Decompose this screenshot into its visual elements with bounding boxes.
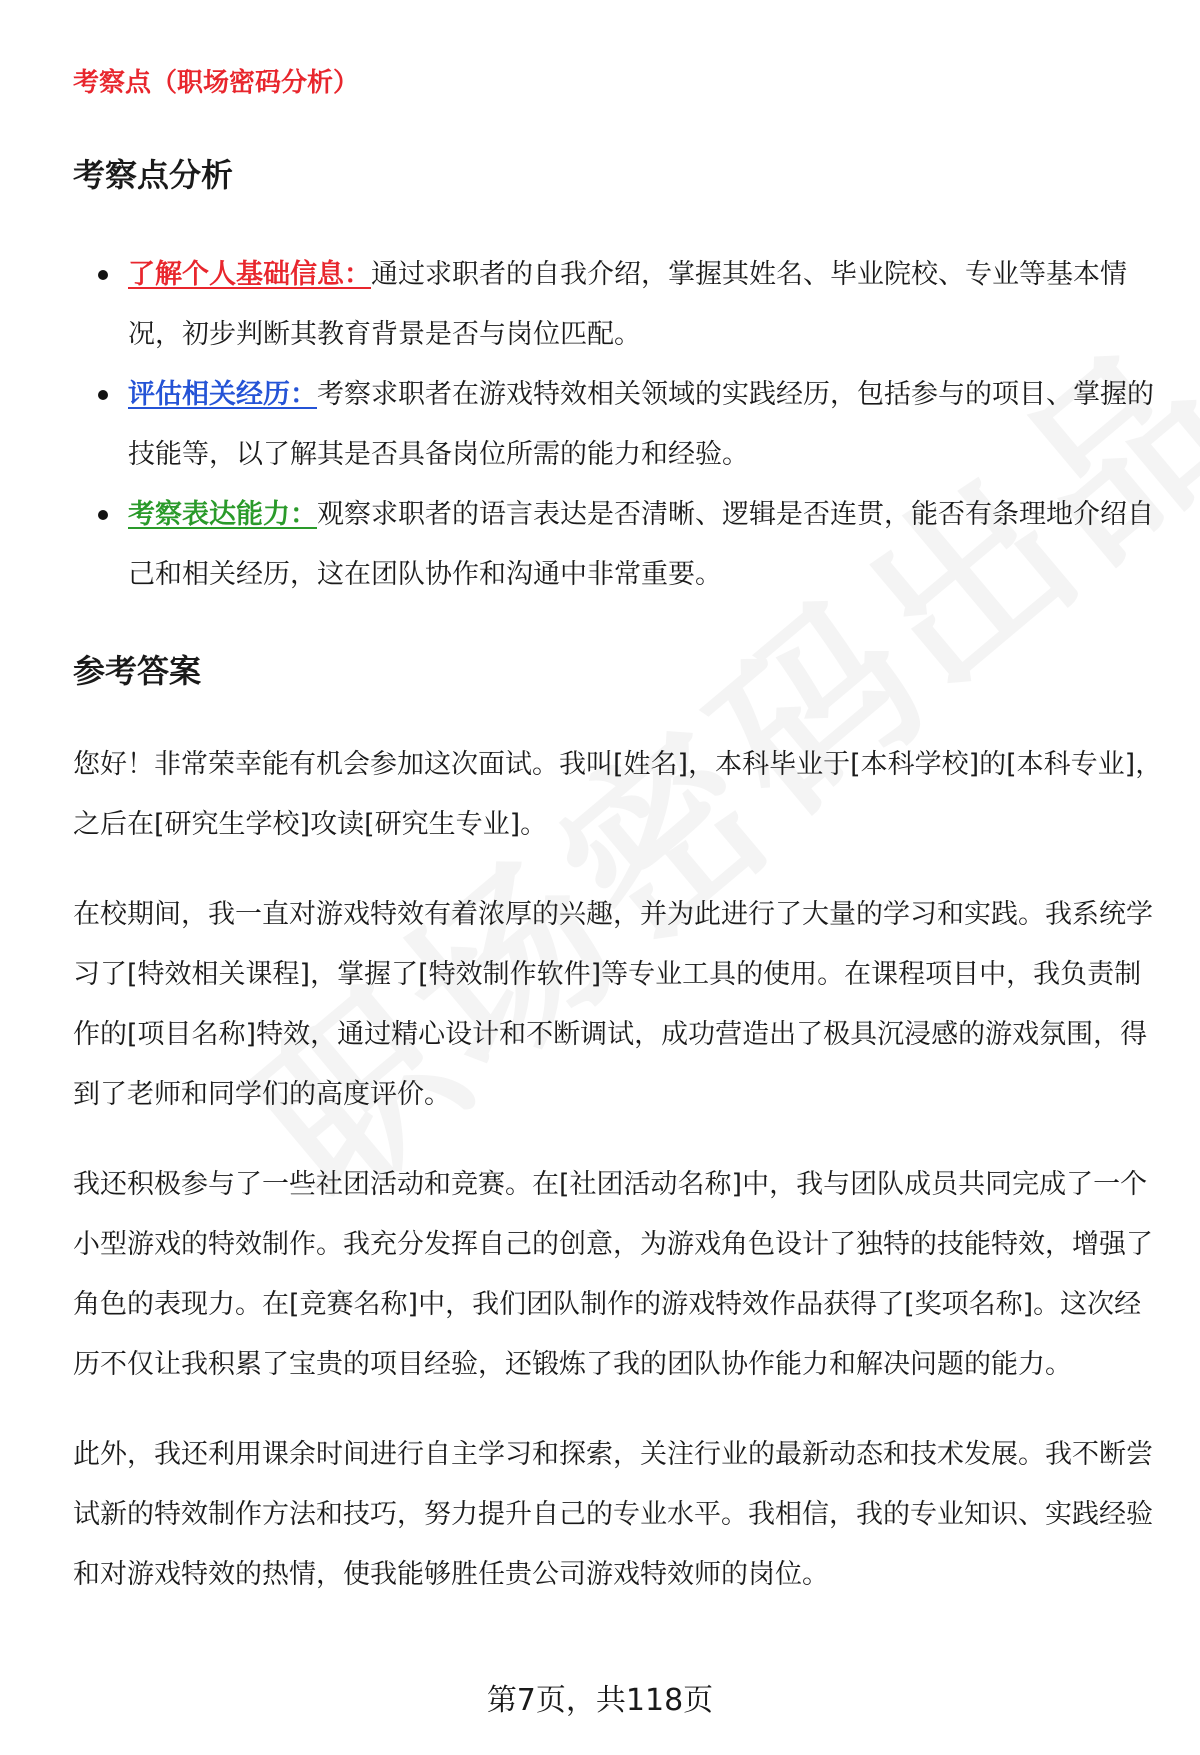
answer-body [73, 735, 1163, 1635]
answer-paragraph: 在校期间，我一直对游戏特效有着浓厚的兴趣，并为此进行了大量的学习和实践。我系统学习了[特效相关课程]，掌握了[特效制作软件]等专业工具的使用。在课程项目中，我负责制作的[项目名称]特效，通过精心设计和不断调试，成功营造出了极具沉浸感的游戏氛围，得到了老师和同学们的高度评价。 [73, 899, 1153, 1110]
answer-paragraph: 此外，我还利用课余时间进行自主学习和探索，关注行业的最新动态和技术发展。我不断尝试新的特效制作方法和技巧，努力提升自己的专业水平。我相信，我的专业知识、实践经验和对游戏特效的热情，使我能够胜任贵公司游戏特效师的岗位。 [73, 1439, 1153, 1590]
point-text: 观察求职者的语言表达是否清晰、逻辑是否连贯，能否有条理地介绍自己和相关经历，这在团队协作和沟通中非常重要。 [128, 499, 1154, 590]
point-key: 评估相关经历： [128, 379, 317, 410]
bullet-icon [98, 510, 108, 520]
answer-heading: 参考答案 [73, 652, 202, 690]
analysis-point [98, 365, 1158, 485]
point-key: 了解个人基础信息： [128, 259, 371, 290]
bullet-icon [98, 390, 108, 400]
point-text: 考察求职者在游戏特效相关领域的实践经历，包括参与的项目、掌握的技能等，以了解其是否具备岗位所需的能力和经验。 [128, 379, 1154, 470]
point-key: 考察表达能力： [128, 499, 317, 530]
point-text: 通过求职者的自我介绍，掌握其姓名、毕业院校、专业等基本情况，初步判断其教育背景是否与岗位匹配。 [128, 259, 1127, 350]
analysis-point [98, 245, 1158, 365]
page-number: 第7页，共118页 [486, 1683, 714, 1718]
analysis-points-list [98, 245, 1158, 605]
answer-paragraph: 您好！非常荣幸能有机会参加这次面试。我叫[姓名]，本科毕业于[本科学校]的[本科专业]，之后在[研究生学校]攻读[研究生专业]。 [73, 749, 1163, 840]
analysis-heading: 考察点分析 [73, 156, 234, 194]
analysis-point [98, 485, 1158, 605]
answer-paragraph: 我还积极参与了一些社团活动和竞赛。在[社团活动名称]中，我与团队成员共同完成了一个小型游戏的特效制作。我充分发挥自己的创意，为游戏角色设计了独特的技能特效，增强了角色的表现力。在[竞赛名称]中，我们团队制作的游戏特效作品获得了[奖项名称]。这次经历不仅让我积累了宝贵的项目经验，还锻炼了我的团队协作能力和解决问题的能力。 [73, 1169, 1153, 1380]
bullet-icon [98, 270, 108, 280]
page-title: 考察点（职场密码分析） [73, 68, 360, 98]
